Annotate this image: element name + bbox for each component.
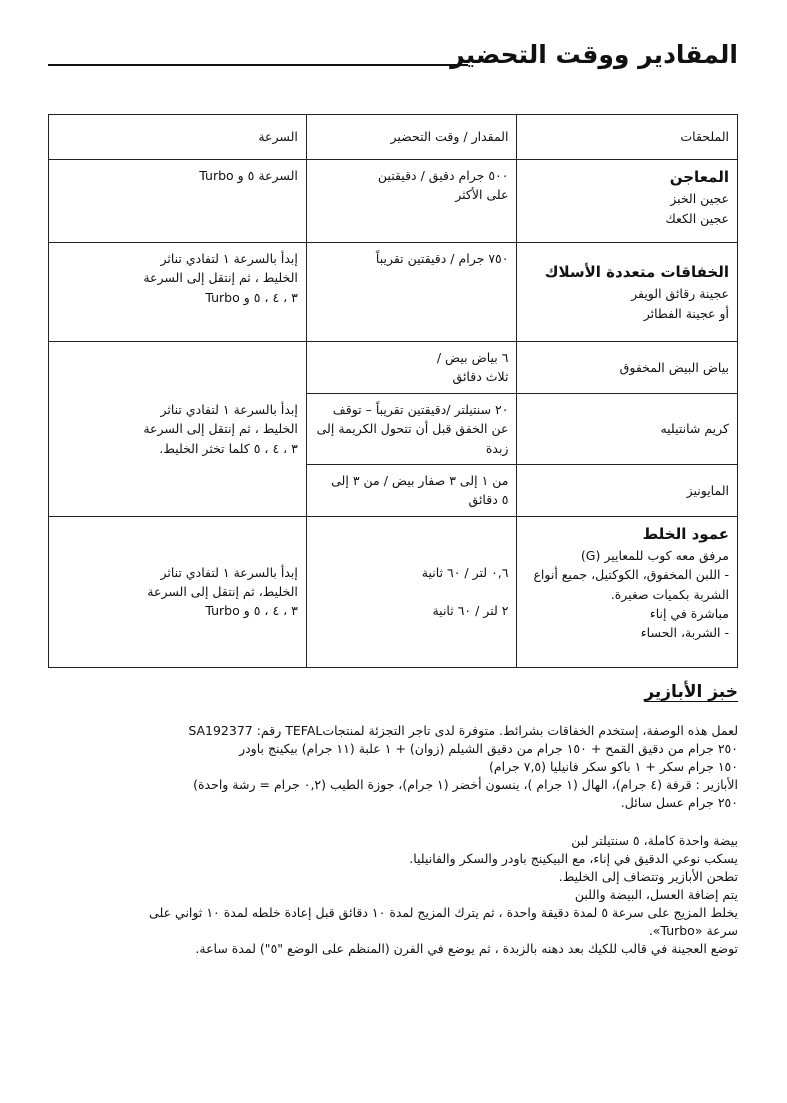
cell-dough-speed [49,160,307,243]
cell-egg-whites-quantity [306,342,517,394]
dough-qty-line: ٥٠٠ جرام دقيق / دقيقتين [377,168,509,183]
egg-whites-label: بياض البيض المخفوق [619,359,729,375]
step-line: سرعة «Turbo». [648,923,738,938]
chantilly-qty-line: زبدة [485,440,509,456]
blender-heading: عمود الخلط [642,524,729,543]
ingredient-line: ١٥٠ جرام سكر + ١ باكو سكر فانيليا (٧,٥ جرام) [489,759,738,774]
table-header-row [49,115,738,160]
page-title: المقادير ووقت التحضير [450,40,738,69]
step-line: يسكب نوعي الدقيق في إناء، مع البيكينج باودر والسكر والفانيليا. [409,851,738,866]
whisks-item: عجينة رقائق الويفر [631,286,729,302]
whisks-qty: ٧٥٠ جرام / دقيقتين تقريباً [375,251,509,266]
whisks-heading: الخفاقات متعددة الأسلاك [544,263,729,281]
title-rule [48,64,468,66]
chantilly-qty-line: عن الخفق قبل أن تتحول الكريمة إلى [316,421,509,437]
title-row [48,40,738,80]
preparation-table [48,114,738,668]
shared-speed-line: الخليط ، ثم إنتقل إلى السرعة [143,421,298,437]
shared-speed-line: إبدأ بالسرعة ١ لتفادي تناثر [160,401,298,417]
blender-line: مرفق معه كوب للمعايير (G) [580,547,729,563]
step-line: تطحن الأبازير وتتضاف إلى الخليط. [558,869,738,884]
cell-mayonnaise-quantity [306,464,517,516]
header-speed: السرعة [49,115,307,160]
cell-whisks-shared-speed [49,342,307,517]
shared-speed-line: ٣ ، ٤ ، ٥ كلما تخثر الخليط. [159,440,298,456]
blender-line: مباشرة في إناء [649,606,729,621]
step-line: يخلط المزيج على سرعة ٥ لمدة دقيقة واحدة ، ثم يترك المزيج لمدة ١٠ دقائق قبل إعادة خلطه لمدة ١٠ ثواني على [149,905,738,920]
chantilly-qty-line: ٢٠ سنتيلتر /دقيقتين تقريباً – توقف [332,401,509,417]
blender-line: الشربة بكميات صغيرة. [610,586,729,602]
blender-speed-line: الخليط، ثم إنتقل إلى السرعة [147,583,298,599]
row-egg-whites [49,342,738,394]
cell-chantilly-accessory [517,393,738,464]
mayonnaise-qty-line: من ١ إلى ٣ صفار بيض / من ٣ إلى [331,472,509,488]
dough-item: عجين الكعك [665,210,729,226]
ingredient-line: ٢٥٠ جرام من دقيق القمح + ١٥٠ جرام من دقيق الشيلم (زوان) + ١ علبة (١١ جرام) بيكينج باودر [239,741,738,756]
blender-speed-line: ٣ ، ٤ ، ٥ و Turbo [205,603,298,619]
ingredient-line: لعمل هذه الوصفة، إستخدم الخفاقات بشرائط. متوفرة لدى تاجر التجزئة لمنتجاتTEFAL رقم: SA192377 [188,723,738,738]
whisks-item: أو عجينة الفطائر [643,305,729,321]
blender-line: - اللبن المخفوق، الكوكتيل، جميع أنواع [533,567,729,583]
step-line: بيضة واحدة كاملة، ٥ سنتيلتر لبن [571,833,738,848]
cell-whisks-quantity [306,243,517,342]
row-blender [49,516,738,667]
header-quantity: المقدار / وقت التحضير [306,115,517,160]
whisks-speed-line: الخليط ، ثم إنتقل إلى السرعة [143,270,298,286]
cell-egg-whites-accessory [517,342,738,394]
cell-mayonnaise-accessory [517,464,738,516]
whisks-speed-line: إبدأ بالسرعة ١ لتفادي تناثر [160,251,298,266]
step-line: توضع العجينة في قالب للكيك بعد دهنه بالزبدة ، ثم يوضع في الفرن (المنظم على الوضع "٥") لمدة ساعة. [195,941,738,956]
cell-blender-speed [49,516,307,667]
whisks-speed-line: ٣ ، ٤ ، ٥ و Turbo [205,289,298,305]
dough-qty-line: على الأكثر [455,187,509,203]
egg-whites-qty-line: ثلاث دقائق [452,369,509,385]
recipe-ingredients [48,722,738,812]
header-accessories: الملحقات [517,115,738,160]
cell-whisks-speed [49,243,307,342]
blender-qty-line: ٢ لتر / ٦٠ ثانية [432,602,509,618]
cell-blender-quantity [306,516,517,667]
ingredient-line: ٢٥٠ جرام عسل سائل. [620,795,738,810]
recipe-steps [48,832,738,958]
dough-speed: السرعة ٥ و Turbo [199,168,298,183]
cell-blender-accessory [517,516,738,667]
recipe-section [48,682,738,958]
cell-whisks-accessory [517,243,738,342]
chantilly-label: كريم شانتيليه [660,421,729,437]
row-dough [49,160,738,243]
ingredient-line: الأبازير : قرفة (٤ جرام)، الهال (١ جرام )، ينسون أخضر (١ جرام)، جوزة الطيب (٠,٢ جرام = رشة واحدة) [193,777,738,792]
dough-item: عجين الخبز [670,191,729,207]
blender-qty-line: ٠,٦ لتر / ٦٠ ثانية [421,565,509,581]
blender-line: - الشربة، الحساء [640,625,729,641]
cell-chantilly-quantity [306,393,517,464]
blender-speed-line: إبدأ بالسرعة ١ لتفادي تناثر [160,564,298,580]
recipe-title: خبز الأبازير [644,682,738,702]
step-line: يتم إضافة العسل، البيضة واللبن [574,887,738,902]
egg-whites-qty-line: ٦ بياض بيض / [436,350,509,365]
mayonnaise-qty-line: ٥ دقائق [468,492,509,508]
dough-heading: المعاجن [669,168,729,186]
cell-dough-quantity [306,160,517,243]
row-whisks [49,243,738,342]
mayonnaise-label: المايونيز [686,482,729,498]
cell-dough-accessory [517,160,738,243]
